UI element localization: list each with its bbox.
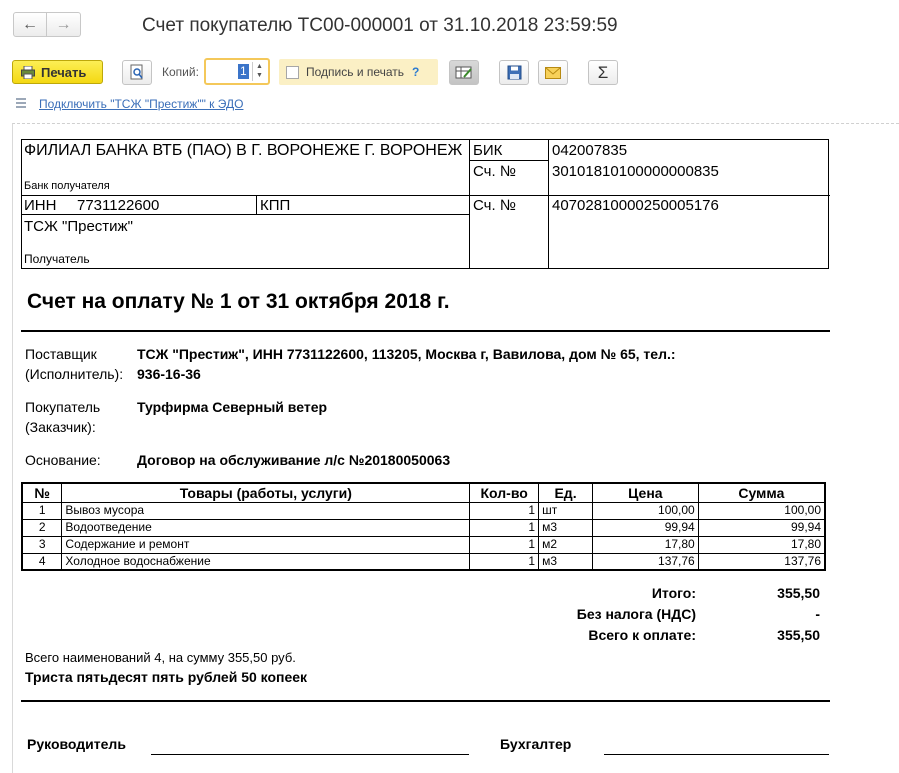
table-header-row [22,483,825,502]
row-price: 137,76 [592,553,698,570]
basis-value: Договор на обслуживание л/с №20180050063 [137,452,451,468]
row-qty: 1 [470,553,539,570]
goods-table [21,482,826,571]
row-qty: 1 [470,536,539,553]
col-header-qty: Кол-во [470,483,539,502]
accountant-signature-line [604,754,829,755]
row-unit: м3 [539,519,593,536]
col-header-unit: Ед. [539,483,593,502]
row-qty: 1 [470,502,539,519]
due-label: Всего к оплате: [588,627,696,643]
bank-name: ФИЛИАЛ БАНКА ВТБ (ПАО) В Г. ВОРОНЕЖЕ Г. ВОРОНЕЖ [24,142,463,159]
row-sum: 99,94 [698,519,825,536]
bik-value: 042007835 [552,142,628,159]
row-goods: Вывоз мусора [62,502,470,519]
buyer-value: Турфирма Северный ветер [137,399,328,415]
row-number: 4 [22,553,62,570]
vat-label: Без налога (НДС) [576,606,696,622]
table-row [22,536,825,553]
col-header-goods: Товары (работы, услуги) [62,483,470,502]
director-signature-line [151,754,469,755]
copies-value: 1 [240,64,247,78]
bik-label: БИК [473,142,503,159]
accountant-label: Бухгалтер [500,736,572,752]
supplier-label: Поставщик [25,346,97,362]
table-row [22,519,825,536]
inn-value: 7731122600 [77,197,160,214]
row-price: 17,80 [592,536,698,553]
col-header-price: Цена [592,483,698,502]
copies-label: Копий: [162,65,199,79]
total-label: Итого: [651,585,696,601]
row-sum: 137,76 [698,553,825,570]
row-number: 2 [22,519,62,536]
help-icon[interactable]: ? [412,65,420,79]
row-goods: Холодное водоснабжение [62,553,470,570]
arrow-right-icon: → [55,15,72,33]
row-number: 1 [22,502,62,519]
arrow-left-icon: ← [22,15,38,33]
total-value: 355,50 [777,585,820,601]
due-value: 355,50 [777,627,820,643]
print-label: Печать [41,64,87,80]
recipient-bank-label: Банк получателя [24,180,110,192]
account-value: 40702810000250005176 [552,197,719,214]
supplier-label-2: (Исполнитель): [25,366,124,382]
recipient-name: ТСЖ "Престиж" [24,218,133,235]
sign-and-stamp-label: Подпись и печать [306,65,405,79]
inn-label: ИНН [24,197,57,214]
sigma-icon: Σ [597,62,609,82]
buyer-label-2: (Заказчик): [25,419,96,435]
row-goods: Водоотведение [62,519,470,536]
copies-spinner[interactable]: ▲ ▼ [252,62,266,81]
buyer-label: Покупатель [25,399,101,415]
items-count-text: Всего наименований 4, на сумму 355,50 руб. [25,650,296,665]
bottom-divider [21,700,830,702]
table-row [22,502,825,519]
row-qty: 1 [470,519,539,536]
amount-in-words: Триста пятьдесят пять рублей 50 копеек [25,669,308,685]
invoice-title: Счет на оплату № 1 от 31 октября 2018 г. [27,290,450,313]
supplier-value-2: 936-16-36 [137,366,201,382]
basis-label: Основание: [25,452,101,468]
corr-account-label: Сч. № [473,163,516,180]
recipient-label: Получатель [24,252,90,266]
row-goods: Содержание и ремонт [62,536,470,553]
corr-account-value: 30101810100000000835 [552,163,719,180]
row-unit: м3 [539,553,593,570]
col-header-number: № [22,483,62,502]
kpp-label: КПП [260,197,291,214]
table-row [22,553,825,570]
row-price: 100,00 [592,502,698,519]
supplier-value: ТСЖ "Престиж", ИНН 7731122600, 113205, Москва г, Вавилова, дом № 65, тел.: [137,346,676,362]
account-label: Сч. № [473,197,516,214]
vat-value: - [815,606,820,622]
row-unit: м2 [539,536,593,553]
row-price: 99,94 [592,519,698,536]
col-header-sum: Сумма [698,483,825,502]
row-sum: 100,00 [698,502,825,519]
title-divider [21,330,830,332]
row-unit: шт [539,502,593,519]
director-label: Руководитель [27,736,126,752]
connect-edo-link[interactable]: Подключить "ТСЖ "Престиж"" к ЭДО [39,97,244,111]
row-sum: 17,80 [698,536,825,553]
row-number: 3 [22,536,62,553]
window-title: Счет покупателю ТС00-000001 от 31.10.2018 23:59:59 [142,15,618,36]
